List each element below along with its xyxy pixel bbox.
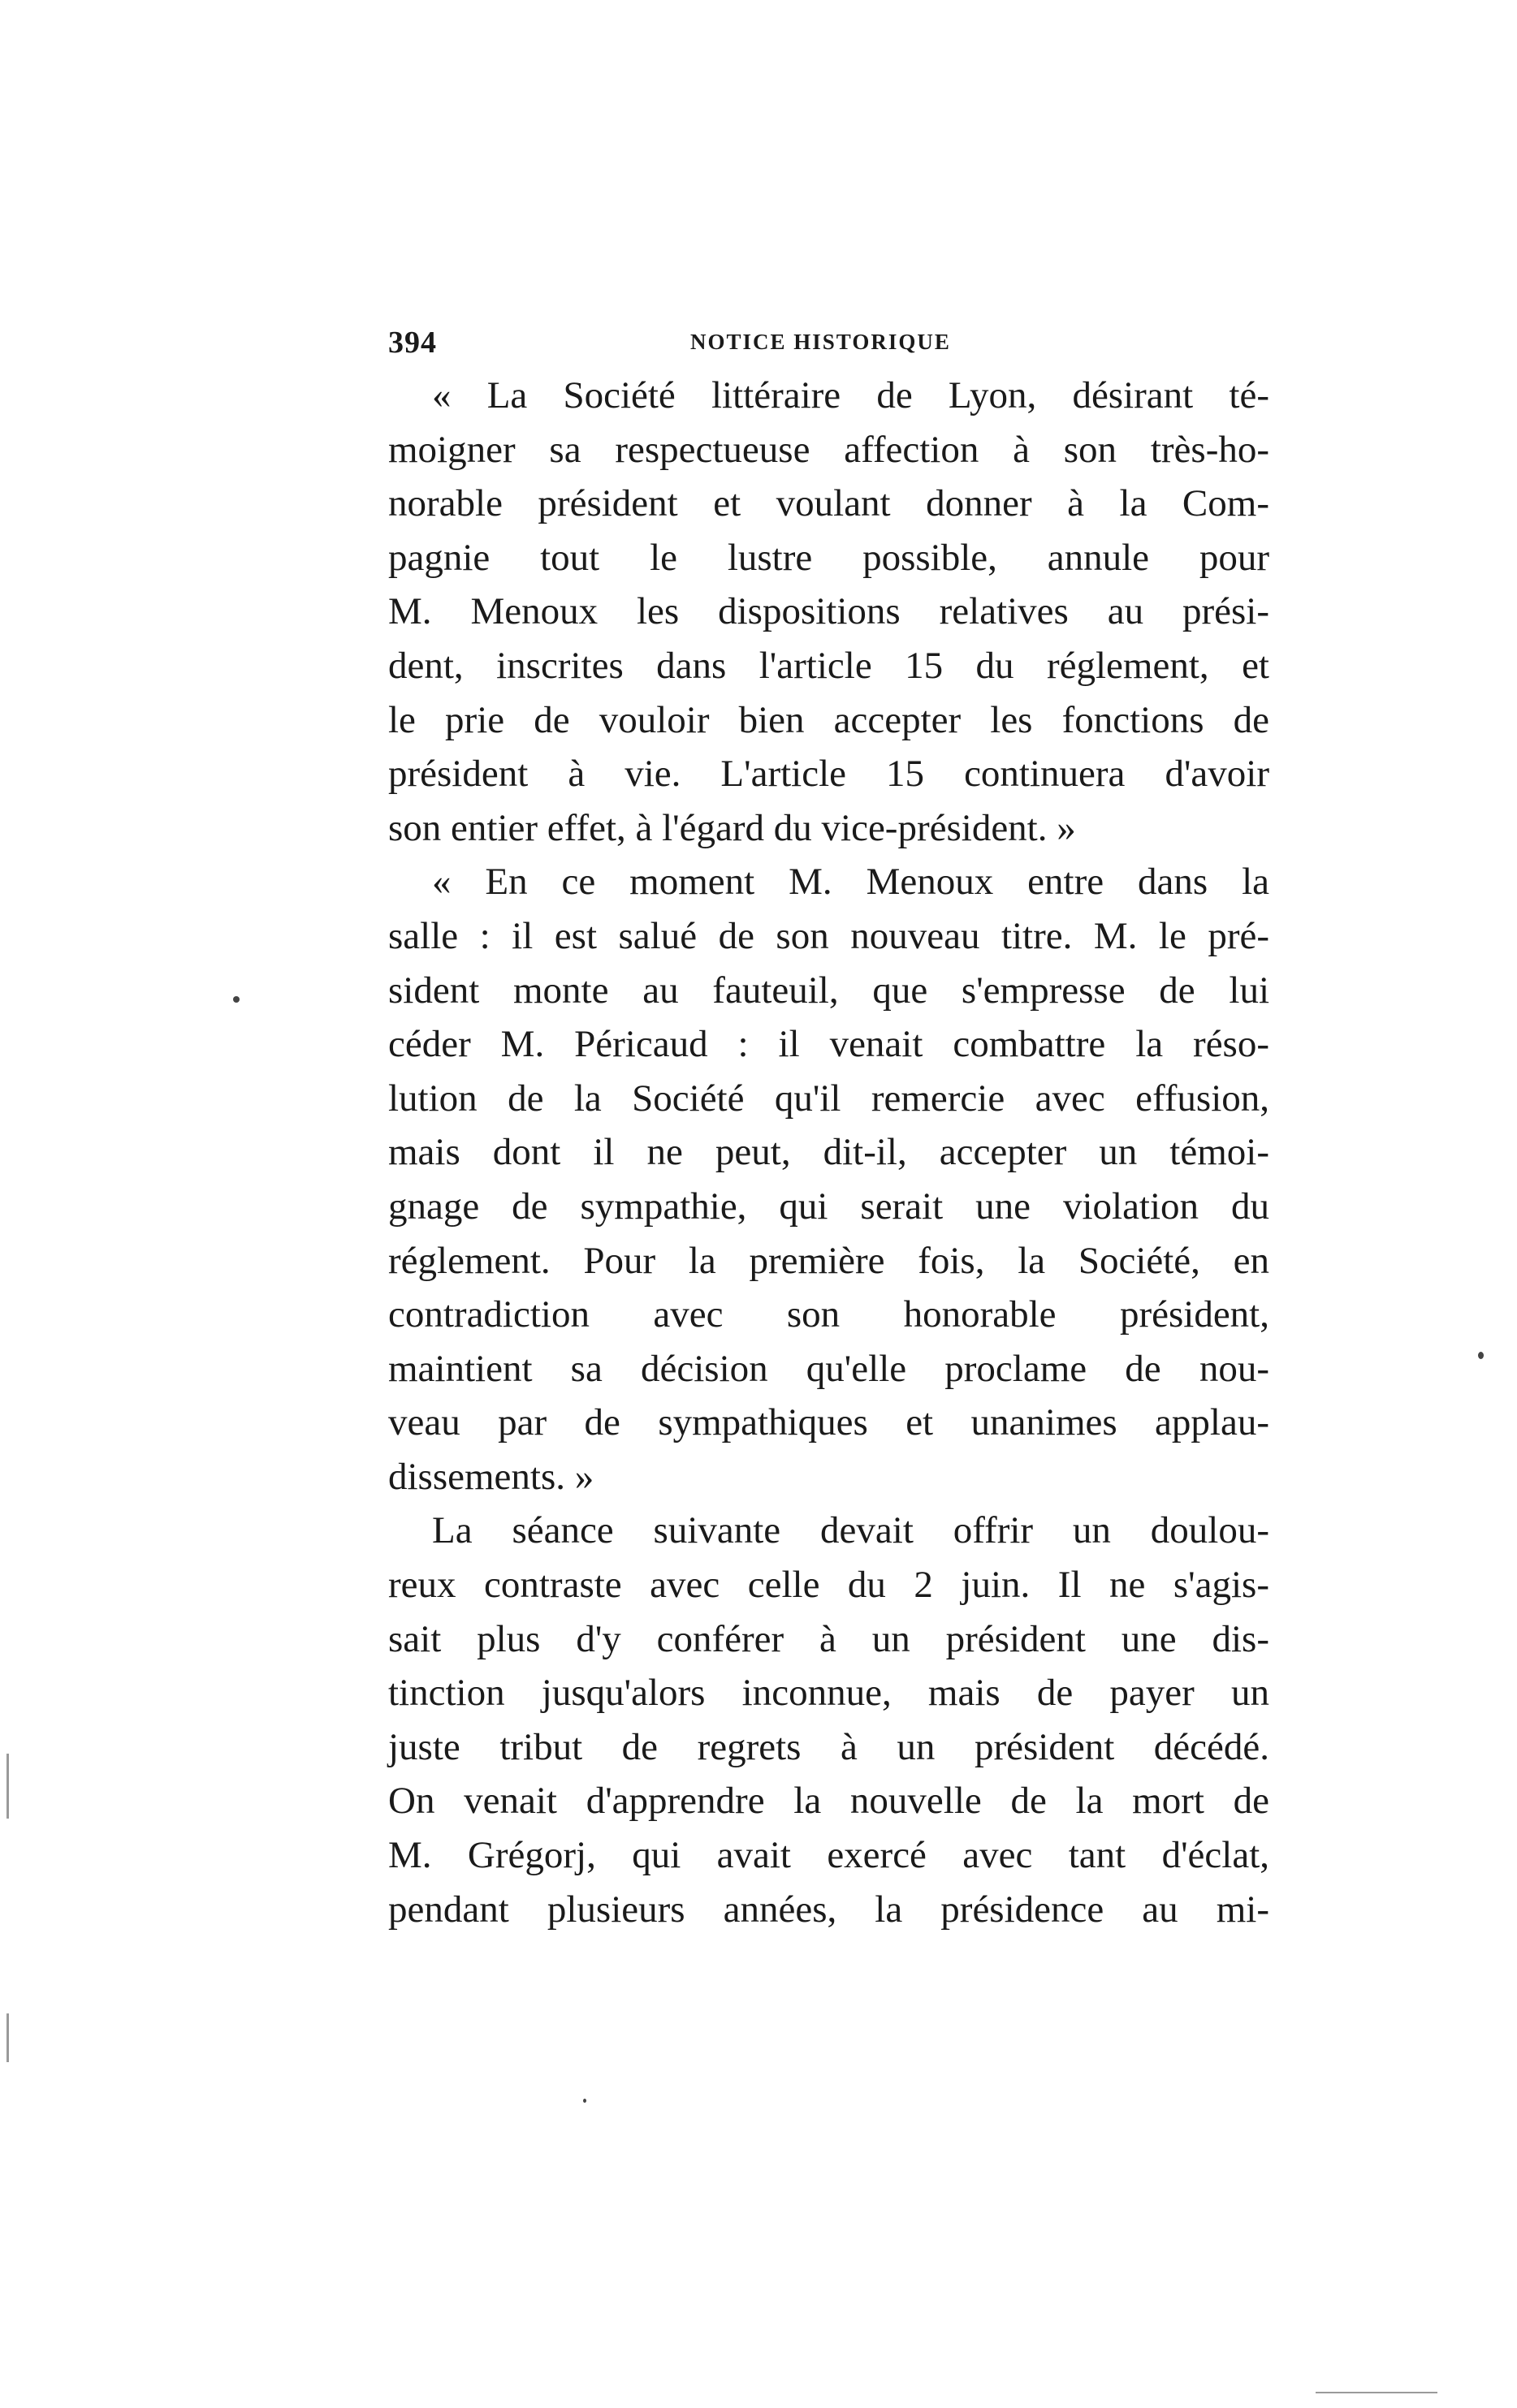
running-title: NOTICE HISTORIQUE [690, 330, 951, 354]
text-line: M. Menoux les dispositions relatives au prési- [388, 590, 1269, 633]
scan-mark [6, 1754, 9, 1819]
text-line: pagnie tout le lustre possible, annule pour [388, 536, 1269, 579]
text-line: norable président et voulant donner à la Com- [388, 482, 1269, 525]
text-line: réglement. Pour la première fois, la Société, en [388, 1239, 1269, 1282]
text-line: dissements. » [388, 1455, 594, 1498]
text-line: « En ce moment M. Menoux entre dans la [432, 861, 1269, 904]
text-line: veau par de sympathiques et unanimes applau- [388, 1401, 1269, 1444]
text-line: maintient sa décision qu'elle proclame de nou- [388, 1347, 1269, 1390]
text-line: sait plus d'y conférer à un président une dis- [388, 1617, 1269, 1660]
text-line: gnage de sympathie, qui serait une violation du [388, 1185, 1269, 1228]
text-line: La séance suivante devait offrir un doulou- [432, 1509, 1269, 1552]
text-line: président à vie. L'article 15 continuera d'avoir [388, 753, 1269, 796]
running-head [388, 325, 1269, 373]
body-text [388, 369, 1269, 1936]
text-line: contradiction avec son honorable président, [388, 1293, 1269, 1336]
text-line: moigner sa respectueuse affection à son très-ho- [388, 428, 1269, 471]
text-line: On venait d'apprendre la nouvelle de la mort de [388, 1780, 1269, 1823]
scan-mark [1316, 2392, 1437, 2393]
scan-mark [6, 2013, 9, 2062]
text-line: tinction jusqu'alors inconnue, mais de payer un [388, 1672, 1269, 1715]
text-line: pendant plusieurs années, la présidence au mi- [388, 1888, 1269, 1931]
text-line: mais dont il ne peut, dit-il, accepter un témoi- [388, 1131, 1269, 1174]
text-line: lution de la Société qu'il remercie avec effusion, [388, 1077, 1269, 1120]
text-line: son entier effet, à l'égard du vice-président. » [388, 806, 1076, 849]
scan-speck [583, 2099, 586, 2103]
text-line: reux contraste avec celle du 2 juin. Il ne s'agis- [388, 1564, 1269, 1607]
text-line: dent, inscrites dans l'article 15 du réglement, et [388, 644, 1269, 687]
scan-speck [1478, 1352, 1484, 1359]
text-line: le prie de vouloir bien accepter les fonctions de [388, 698, 1269, 741]
scan-speck [233, 996, 240, 1003]
text-line: céder M. Péricaud : il venait combattre la réso- [388, 1023, 1269, 1066]
page-number: 394 [388, 326, 437, 360]
text-line: sident monte au fauteuil, que s'empresse de lui [388, 969, 1269, 1012]
text-line: « La Société littéraire de Lyon, désirant té- [432, 374, 1269, 416]
text-line: juste tribut de regrets à un président décédé. [388, 1725, 1269, 1768]
text-line: salle : il est salué de son nouveau titre. M. le pré- [388, 914, 1269, 957]
text-line: M. Grégorj, qui avait exercé avec tant d'éclat, [388, 1834, 1269, 1877]
